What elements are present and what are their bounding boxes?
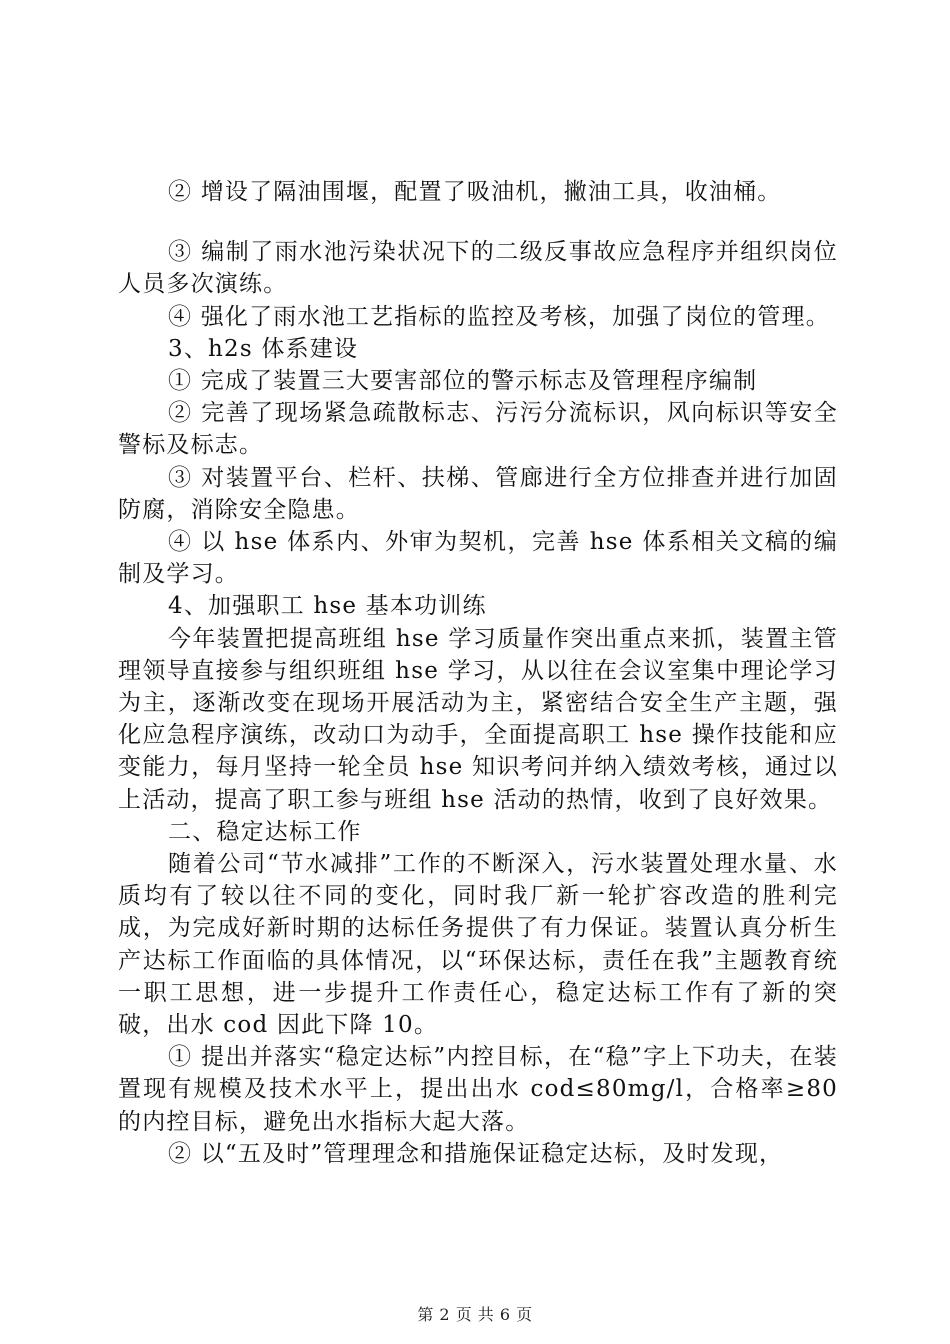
page-footer [0, 1302, 950, 1325]
page-number-label: 第 2 页 共 6 页 [417, 1305, 533, 1324]
document-body [118, 176, 838, 1170]
paragraph-stable-compliance: 随着公司“节水减排”工作的不断深入，污水装置处理水量、水质均有了较以往不同的变化，同时我厂新一轮扩容改造的胜利完成，为完成好新时期的达标任务提供了有力保证。装置认真分析生产达标工作面临的具体情况，以“环保达标，责任在我”主题教育统一职工思想，进一步提升工作责任心，稳定达标工作有了新的突破，出水 cod 因此下降 10。 [118, 851, 838, 1039]
paragraph-h2s-item-3: ③ 对装置平台、栏杆、扶梯、管廊进行全方位排查并进行加固防腐，消除安全隐患。 [118, 464, 838, 523]
section-heading-stable-compliance: 二、稳定达标工作 [168, 818, 362, 845]
paragraph-h2s-item-1: ① 完成了装置三大要害部位的警示标志及管理程序编制 [168, 368, 758, 395]
paragraph-item-3: ③ 编制了雨水池污染状况下的二级反事故应急程序并组织岗位人员多次演练。 [118, 239, 838, 298]
paragraph-item-4: ④ 强化了雨水池工艺指标的监控及考核，加强了岗位的管理。 [168, 303, 830, 330]
section-heading-hse-training: 4、加强职工 hse 基本功训练 [168, 593, 487, 620]
paragraph-item-2: ② 增设了隔油围堰，配置了吸油机，撇油工具，收油桶。 [168, 179, 782, 205]
paragraph-hse-training: 今年装置把提高班组 hse 学习质量作突出重点来抓，装置主管理领导直接参与组织班组 hse 学习，从以往在会议室集中理论学习为主，逐渐改变在现场开展活动为主，紧密结合安全生产主题，强化应急程序演练，改动口为动手，全面提高职工 hse 操作技能和应变能力，每月坚持一轮全员 hse 知识考问并纳入绩效考核，通过以上活动，提高了职工参与班组 hse 活动的热情，收到了良好效果。 [118, 625, 838, 813]
section-heading-h2s: 3、h2s 体系建设 [168, 335, 359, 362]
paragraph-h2s-item-2: ② 完善了现场紧急疏散标志、污污分流标识，风向标识等安全警标及标志。 [118, 400, 838, 459]
paragraph-gap [118, 208, 838, 236]
paragraph-compliance-item-1: ① 提出并落实“稳定达标”内控目标，在“稳”字上下功夫，在装置现有规模及技术水平上，提出出水 cod≤80mg/l，合格率≥80 的内控目标，避免出水指标大起大落。 [118, 1044, 838, 1135]
paragraph-compliance-item-2: ② 以“五及时”管理理念和措施保证稳定达标，及时发现， [168, 1140, 784, 1167]
paragraph-h2s-item-4: ④ 以 hse 体系内、外审为契机，完善 hse 体系相关文稿的编制及学习。 [118, 529, 838, 588]
